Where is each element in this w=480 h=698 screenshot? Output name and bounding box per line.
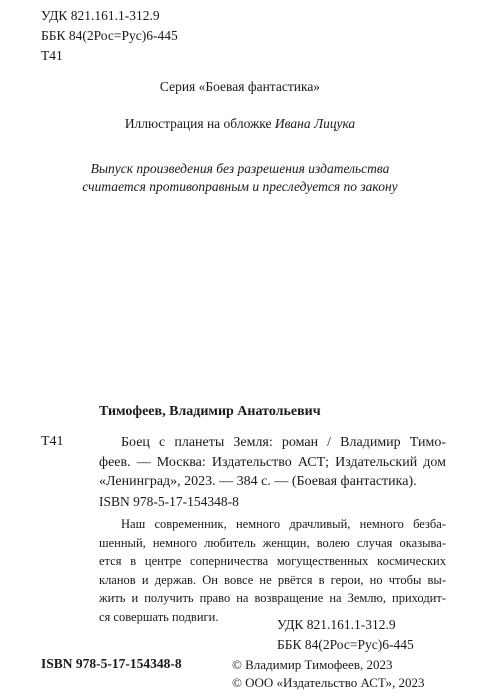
illustration-credit [0,116,480,132]
annotation-line: Наш современник, немного драчливый, немного безба- [121,517,446,531]
catalog-description-line: «Ленинград», 2023. — 384 с. — (Боевая фантастика). [99,474,417,489]
catalog-author: Тимофеев, Владимир Анатольевич [99,404,321,419]
udk-code-bottom: УДК 821.161.1-312.9 [277,617,396,632]
copyright-publisher: © ООО «Издательство АСТ», 2023 [232,675,425,690]
author-mark-top: Т41 [41,48,63,63]
catalog-description [99,433,446,492]
annotation-line: жить и получить право на возвращение на Землю, приходит- [99,591,446,605]
illustration-artist: Ивана Лицука [274,116,356,131]
catalog-author-mark: Т41 [41,434,64,449]
copyright-warning-line-1: Выпуск произведения без разрешения издательства [90,161,390,176]
annotation-line: кланов и держав. Он вовсе не рвётся в герои, но чтобы вы- [99,572,446,587]
series-line: Серия «Боевая фантастика» [159,79,321,94]
annotation-line: шенный, немного любитель женщин, волею случая оказыва- [99,535,446,550]
footer-isbn: ISBN 978-5-17-154348-8 [41,656,182,671]
bbk-code-top: ББК 84(2Рос=Рус)6-445 [41,28,178,43]
bbk-code-bottom: ББК 84(2Рос=Рус)6-445 [277,637,414,652]
annotation-line: ся совершать подвиги. [99,609,219,624]
copyright-warning-line-2: считается противоправным и преследуется по закону [82,179,398,194]
catalog-isbn: ISBN 978-5-17-154348-8 [99,494,239,509]
catalog-description-line: Боец с планеты Земля: роман / Владимир Тимо- [121,435,446,450]
catalog-description-line: феев. — Москва: Издательство АСТ; Издательский дом [99,454,446,470]
annotation-line: ется в центре соперничества могущественных космических [99,554,446,568]
illustration-prefix: Иллюстрация на обложке [124,116,275,131]
copyright-author: © Владимир Тимофеев, 2023 [232,657,393,672]
udk-code-top: УДК 821.161.1-312.9 [41,8,160,23]
catalog-annotation [99,515,446,626]
